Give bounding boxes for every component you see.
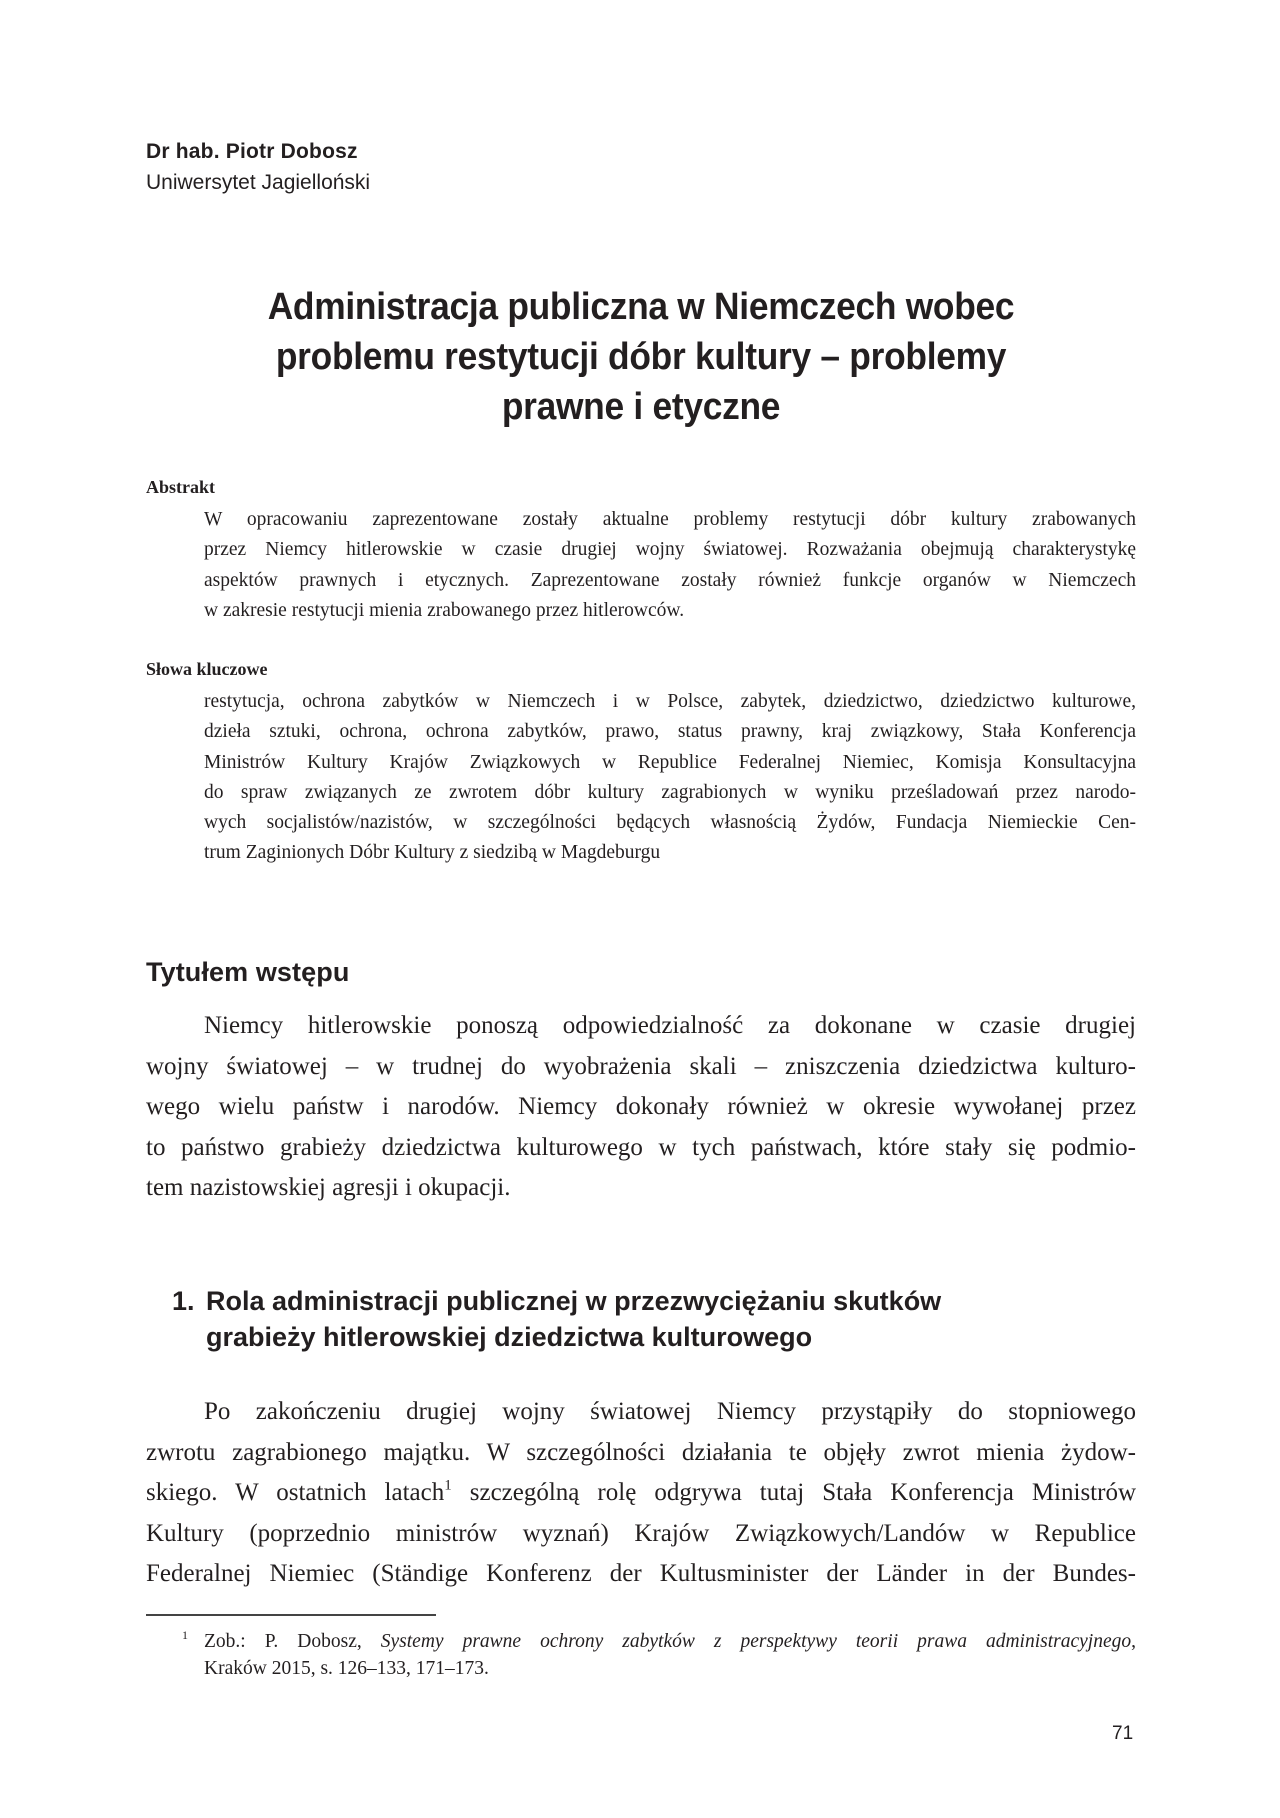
keywords-line: do spraw związanych ze zwrotem dóbr kultury zagrabionych w wyniku prześladowań przez narodo- bbox=[204, 781, 1136, 803]
body-line-segment: szczególną rolę odgrywa tutaj Stała Konferencja Ministrów bbox=[469, 1479, 1137, 1507]
body-line: Niemcy hitlerowskie ponoszą odpowiedzialność za dokonane w czasie drugiej bbox=[204, 1012, 1136, 1039]
author-affiliation: Uniwersytet Jagielloński bbox=[146, 171, 371, 194]
footnote-suffix: , bbox=[1131, 1631, 1136, 1652]
body-line bbox=[146, 1473, 1136, 1514]
keywords-label: Słowa kluczowe bbox=[146, 659, 268, 679]
abstract-label: Abstrakt bbox=[146, 477, 216, 497]
body-line: Kultury (poprzednio ministrów wyznań) Krajów Związkowych/Landów w Republice bbox=[146, 1519, 1136, 1547]
footnote-line: Kraków 2015, s. 126–133, 171–173. bbox=[204, 1658, 489, 1679]
abstract-line: aspektów prawnych i etycznych. Zaprezentowane zostały również funkcje organów w Niemczech bbox=[204, 569, 1136, 591]
footnote bbox=[204, 1628, 1136, 1682]
body-line: zwrotu zagrabionego majątku. W szczególności działania te objęły zwrot mienia żydow- bbox=[146, 1438, 1136, 1466]
section-heading-line: grabieży hitlerowskiej dziedzictwa kulturowego bbox=[206, 1322, 813, 1352]
paper-title bbox=[181, 282, 1102, 432]
abstract-line: W opracowaniu zaprezentowane zostały aktualne problemy restytucji dóbr kultury zrabowanych bbox=[204, 509, 1136, 530]
author-name: Dr hab. Piotr Dobosz bbox=[146, 140, 358, 163]
footnote-divider bbox=[146, 1614, 436, 1616]
body-line: wojny światowej – w trudnej do wyobrażenia skali – zniszczenia dziedzictwa kulturo- bbox=[146, 1052, 1136, 1080]
body-line-segment: skiego. W ostatnich latach bbox=[146, 1479, 445, 1507]
section-heading-intro: Tytułem wstępu bbox=[146, 957, 350, 987]
intro-paragraph bbox=[146, 1006, 1136, 1209]
footnote-reference[interactable]: 1 bbox=[444, 1477, 452, 1494]
keywords-line: trum Zaginionych Dóbr Kultury z siedzibą w Magdeburgu bbox=[204, 842, 661, 864]
title-line: problemu restytucji dóbr kultury – problemy bbox=[275, 336, 1007, 378]
abstract-line: przez Niemcy hitlerowskie w czasie drugiej wojny światowej. Rozważania obejmują charakterystykę bbox=[204, 539, 1136, 561]
title-line: prawne i etyczne bbox=[501, 386, 781, 428]
footnote-cited-title: Systemy prawne ochrony zabytków z perspektywy teorii prawa administracyjnego bbox=[380, 1631, 1132, 1652]
body-line: Po zakończeniu drugiej wojny światowej Niemcy przystąpiły do stopniowego bbox=[204, 1398, 1136, 1425]
keywords-line: dzieła sztuki, ochrona, ochrona zabytków, prawo, status prawny, kraj związkowy, Stała Konferencja bbox=[204, 721, 1136, 743]
body-line: to państwo grabieży dziedzictwa kulturowego w tych państwach, które stały się podmio- bbox=[146, 1133, 1136, 1161]
keywords-text bbox=[204, 687, 1136, 869]
keywords-line: Ministrów Kultury Krajów Związkowych w Republice Federalnej Niemiec, Komisja Konsultacyjna bbox=[204, 751, 1136, 773]
page-number: 71 bbox=[1112, 1723, 1134, 1744]
body-line: wego wielu państw i narodów. Niemcy dokonały również w okresie wywołanej przez bbox=[146, 1093, 1136, 1121]
footnote-prefix: Zob.: P. Dobosz, bbox=[204, 1631, 381, 1652]
keywords-line: wych socjalistów/nazistów, w szczególności będących własnością Żydów, Fundacja Niemieckie Cen- bbox=[204, 812, 1136, 834]
abstract-line: w zakresie restytucji mienia zrabowanego przez hitlerowców. bbox=[204, 599, 685, 621]
keywords-line: restytucja, ochrona zabytków w Niemczech i w Polsce, zabytek, dziedzictwo, dziedzictwo kulturowe, bbox=[204, 691, 1136, 712]
section-heading-line: Rola administracji publicznej w przezwyciężaniu skutków bbox=[206, 1286, 942, 1316]
section1-paragraph bbox=[146, 1392, 1136, 1595]
section-number: 1. bbox=[172, 1286, 195, 1316]
abstract-text bbox=[204, 505, 1136, 626]
body-line: Federalnej Niemiec (Ständige Konferenz der Kultusminister der Länder in der Bundes- bbox=[146, 1560, 1136, 1588]
title-line: Administracja publiczna w Niemczech wobec bbox=[267, 286, 1015, 328]
footnote-mark: 1 bbox=[182, 1628, 188, 1642]
body-line: tem nazistowskiej agresji i okupacji. bbox=[146, 1174, 511, 1202]
